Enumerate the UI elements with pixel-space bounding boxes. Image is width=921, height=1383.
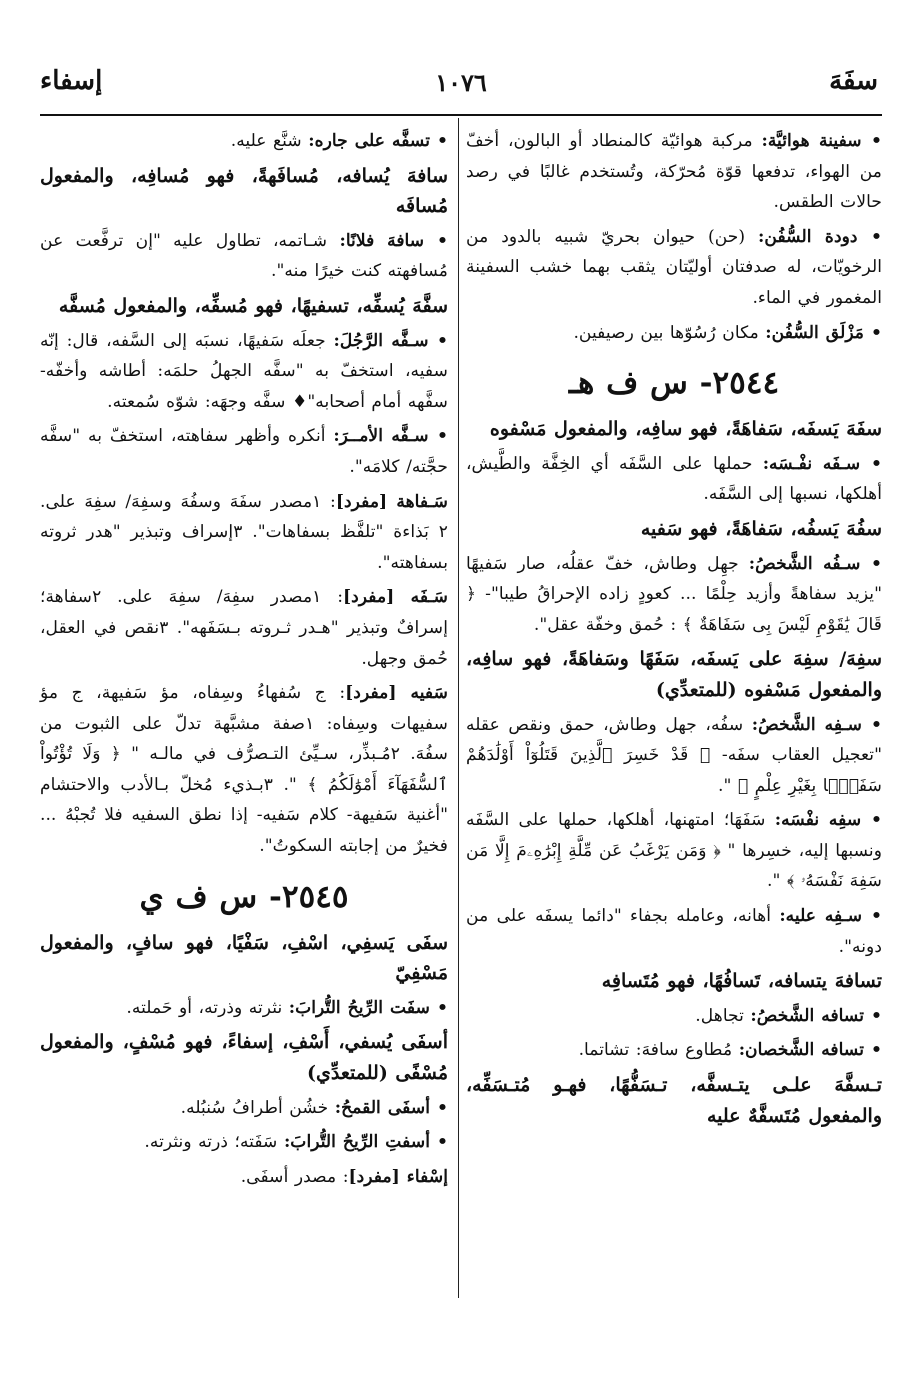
definition-item: • دودة السُّفُن: (حن) حيوان بحريّ شبيه بالدود من الرخويّات، له صدفتان أوليّتان يثقب بهما خشب السفينة المغمور في الماء.	[466, 222, 882, 314]
definition-item: • سفَت الرِّيحُ التُّرابَ: نثرته وذرته، أو حَملته.	[40, 993, 448, 1024]
definition-item: • سـفِه الشَّخصُ: سفُه، جهل وطاش، حمق ونقص عقله "تعجيل العقاب سفَه- ﴿ قَدْ خَسِرَ ٱلَّذِينَ قَتَلُوٓاْ أَوْلَٰدَهُمْ سَفَهًۢا بِغَيْرِ عِلْمٍ ﴾ ".	[466, 710, 882, 802]
header-left-word: إسفاء	[40, 66, 103, 96]
definition-item: • سـفَّه الرَّجُلَ: جعلَه سَفيهًا، نسبَه إلى السَّفه، قال: إنّه سفيه، استخفّ به "سفَّه الجهلُ حلمَه: أطاشه وأخفّه- سفَّهه أمام أصحابه"♦ سفَّه وجهَه: شوّه سُمعته.	[40, 326, 448, 418]
left-column	[40, 126, 448, 1196]
definition-item: • أسفتِ الرِّيحُ التُّرابَ: سَفَته؛ ذرته ونثرته.	[40, 1127, 448, 1158]
page-number: ١٠٧٦	[435, 68, 487, 97]
root-heading: ٢٥٤٤- س ف هـ	[568, 365, 780, 402]
definition-item: • تسافه الشَّخصان: مُطاوع سافهَ: تشاتما.	[466, 1035, 882, 1066]
page-header	[40, 62, 882, 116]
definition-item: • تسافه الشَّخصُ: تجاهل.	[466, 1001, 882, 1032]
column-divider	[458, 118, 459, 1298]
headword-line: سفُهَ يَسفُه، سَفاهَةً، فهو سَفيه	[640, 517, 882, 540]
headword-line: سافهَ يُسافه، مُسافَهةً، فهو مُسافِه، والمفعول مُسافَه	[40, 164, 448, 218]
headword-line: أسفَى يُسفي، أَسْفِ، إسفاءً، فهو مُسْفٍ، والمفعول مُسْفًى (للمتعدِّي)	[40, 1031, 448, 1085]
root-heading: ٢٥٤٥- س ف ي	[139, 878, 349, 915]
definition-entry: إسْفاء [مفرد]: مصدر أسفَى.	[240, 1166, 448, 1187]
headword-line: سفَهَ يَسفَه، سَفاهَةً، فهو سافِه، والمفعول مَسْفوه	[489, 418, 882, 441]
headword-line: تـسفَّهَ علـى يتـسفَّه، تـسَفُّهًا، فهـو مُتـسَفِّه، والمفعول مُتَسفَّهٌ عليه	[466, 1074, 882, 1127]
definition-item: • سـفِه عليه: أهانه، وعامله بجفاء "دائما يسفَه على من دونه".	[466, 901, 882, 962]
definition-item: • سـفُه الشَّخصُ: جهِل وطاش، خفّ عقلُه، صار سَفيهًا "يزيد سفاهةً وأزيد حِلْمًا ... كعودٍ زاده الإحراقُ طيبا"- ﴿ قَالَ يَٰقَوْمِ لَيْسَ بِى سَفَاهَةٌ ﴾ : حُمق وخفّة عقل".	[466, 549, 882, 641]
definition-item: • أسفَى القمحُ: خشُن أطرافُ سُنبُله.	[40, 1093, 448, 1124]
header-right-word: سفَهَ	[829, 66, 878, 96]
definition-item: • سفينة هوائيَّة: مركبة هوائيّة كالمنطاد أو البالون، أخفّ من الهواء، تدفعها قوّة مُحرّكة، وتُستخدم غالبًا في رصد حالات الطقس.	[466, 126, 882, 218]
definition-entry: سَـفَه [مفرد]: ١مصدر سفِهَ/ سفِهَ على. ٢سفاهة؛ إسرافٌ وتبذير "هـدر ثـروته بـسَفَهه". ٣نقص في العقل، حُمق وجهل.	[40, 587, 448, 669]
definition-item: • مَزْلَق السُّفُن: مكان رُسُوّها بين رصيفين.	[466, 318, 882, 349]
headword-line: تسافهَ يتسافه، تَسافُهًا، فهو مُتَسافِه	[601, 970, 882, 993]
headword-line: سفَى يَسفِي، اسْفِ، سَفْيًا، فهو سافٍ، والمفعول مَسْفِيّ	[40, 931, 448, 985]
definition-item: • سفِه نفْسَه: سَفَهَا؛ امتهنها، أهلكها، حملها على السَّفَه ونسبها إليه، خسِرها " ﴿ وَمَن يَرْغَبُ عَن مِّلَّةِ إِبْرَٰهِۦمَ إِلَّا مَن سَفِهَ نَفْسَهُۥ ﴾ ".	[466, 805, 882, 897]
right-column	[466, 126, 882, 1135]
headword-line: سفِهَ/ سفِهَ على يَسفَه، سَفَهًا وسَفاهَةً، فهو سافِه، والمفعول مَسْفوه (للمتعدِّي)	[466, 648, 882, 701]
definition-entry: سَفيه [مفرد]: ج سُفهاءُ وسِفاه، مؤ سَفيهة، ج مؤ سفيهات وسِفاه: ١صفة مشبَّهة تدلّ على الثبوت من سفُهَ. ٢مُـبذِّر، سـيِّئ التـصرُّف في مالـه " ﴿ وَلَا تُؤْتُواْ ٱلسُّفَهَآءَ أَمْوَٰلَكُمُ ﴾ ". ٣بـذيء مُخلّ بـالأدب والاحتشام "أغنية سَفيهة- كلام سَفيه- إذا نطق السفيه فلا تُجبْهُ ... فخيرٌ من إجابته السكوتُ".	[40, 683, 448, 857]
definition-item: • سـفَّه الأمــرَ: أنكره وأظهر سفاهته، استخفّ به "سفَّه حجَّته/ كلامَه".	[40, 421, 448, 482]
definition-item: • سـفَه نفْـسَه: حملها على السَّفَه أي الخِفَّة والطَّيش، أهلكها، نسبها إلى السَّفَه.	[466, 449, 882, 510]
definition-item: • سافهَ فلانًا: شـاتمه، تطاول عليه "إن ترفَّعت عن مُسافهته كنت خيرًا منه".	[40, 226, 448, 287]
headword-line: سفَّهَ يُسفِّه، تسفيهًا، فهو مُسفِّه، والمفعول مُسفَّه	[58, 294, 448, 317]
definition-entry: سَـفاهة [مفرد]: ١مصدر سفَهَ وسفُهَ وسفِهَ/ سفِهَ على. ٢ بَذاءة "تلفَّظ بسفاهات". ٣إسراف وتبذير "هدر ثروته بسفاهته".	[40, 491, 448, 573]
definition-item: • تسفَّه على جاره: شنَّع عليه.	[40, 126, 448, 157]
